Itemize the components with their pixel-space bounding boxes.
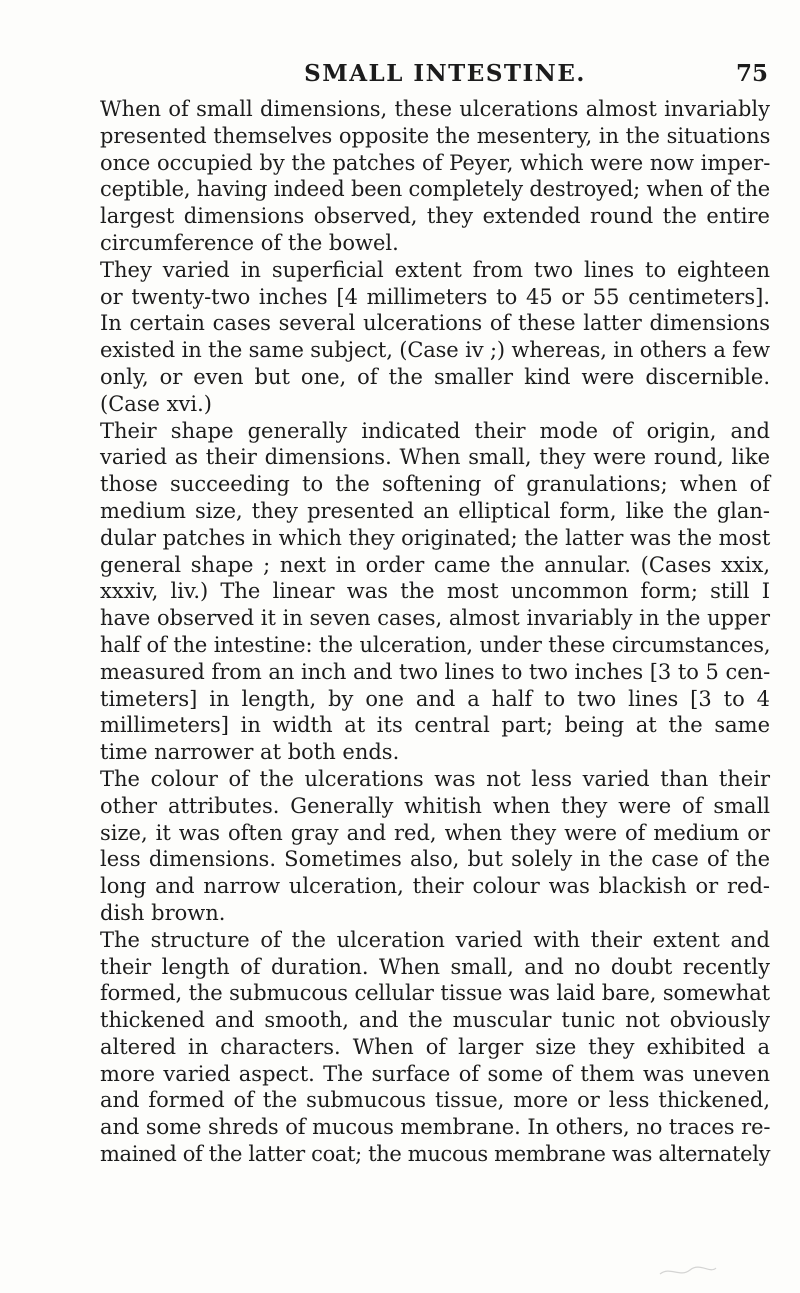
text-line: their length of duration. When small, and no doubt recently — [100, 954, 770, 979]
text-line: half of the intestine: the ulceration, under these circumstances, — [100, 632, 771, 657]
text-line: dish brown. — [100, 900, 226, 925]
text-line: thickened and smooth, and the muscular tunic not obviously — [100, 1008, 770, 1033]
text-line: Their shape generally indicated their mode of origin, and — [100, 418, 770, 443]
text-line: medium size, they presented an elliptical form, like the glan- — [100, 498, 770, 523]
text-line: only, or even but one, of the smaller kind were discernible. — [100, 364, 770, 389]
text-line: circumference of the bowel. — [100, 230, 399, 255]
text-line: xxxiv, liv.) The linear was the most uncommon form; still I — [100, 579, 770, 604]
text-line: mained of the latter coat; the mucous membrane was alternately — [100, 1142, 771, 1167]
text-line: existed in the same subject, (Case iv ;) whereas, in others a few — [100, 338, 771, 363]
text-line: dular patches in which they originated; the latter was the most — [100, 525, 771, 550]
body-text — [100, 96, 770, 1168]
text-line: largest dimensions observed, they extended round the entire — [100, 204, 770, 229]
text-line: other attributes. Generally whitish when they were of small — [100, 793, 770, 818]
text-line: time narrower at both ends. — [100, 740, 400, 765]
print-smudge-mark — [656, 1262, 720, 1280]
text-line: and some shreds of mucous membrane. In others, no traces re- — [100, 1115, 771, 1140]
text-line: The colour of the ulcerations was not less varied than their — [100, 766, 770, 791]
running-head — [100, 57, 770, 91]
text-line: millimeters] in width at its central part; being at the same — [100, 713, 770, 738]
text-line: varied as their dimensions. When small, they were round, like — [100, 445, 770, 470]
text-line: and formed of the submucous tissue, more or less thickened, — [100, 1088, 770, 1113]
text-line: altered in characters. When of larger size they exhibited a — [100, 1034, 770, 1059]
text-line: those succeeding to the softening of granulations; when of — [100, 472, 770, 497]
page-title: SMALL INTESTINE. — [304, 60, 586, 87]
text-line: or twenty-two inches [4 millimeters to 45 or 55 centimeters]. — [100, 284, 770, 309]
text-line: The structure of the ulceration varied with their extent and — [100, 927, 770, 952]
text-line: timeters] in length, by one and a half to two lines [3 to 4 — [100, 686, 770, 711]
text-line: In certain cases several ulcerations of these latter dimensions — [100, 311, 770, 336]
text-line: They varied in superficial extent from two lines to eighteen — [100, 257, 770, 282]
text-line: ceptible, having indeed been completely destroyed; when of the — [100, 177, 771, 202]
text-line: general shape ; next in order came the annular. (Cases xxix, — [100, 552, 770, 577]
text-line: (Case xvi.) — [100, 391, 212, 416]
text-line: less dimensions. Sometimes also, but solely in the case of the — [100, 847, 770, 872]
page-number: 75 — [735, 60, 768, 87]
text-line: formed, the submucous cellular tissue was laid bare, somewhat — [100, 981, 770, 1006]
text-line: long and narrow ulceration, their colour was blackish or red- — [100, 874, 770, 899]
text-line: size, it was often gray and red, when they were of medium or — [100, 820, 770, 845]
text-line: have observed it in seven cases, almost invariably in the upper — [100, 606, 770, 631]
text-line: presented themselves opposite the mesentery, in the situations — [100, 123, 771, 148]
text-line: more varied aspect. The surface of some of them was uneven — [100, 1061, 770, 1086]
text-line: measured from an inch and two lines to two inches [3 to 5 cen- — [100, 659, 771, 684]
text-line: When of small dimensions, these ulcerations almost invariably — [100, 97, 770, 121]
text-line: once occupied by the patches of Peyer, which were now imper- — [100, 150, 771, 175]
